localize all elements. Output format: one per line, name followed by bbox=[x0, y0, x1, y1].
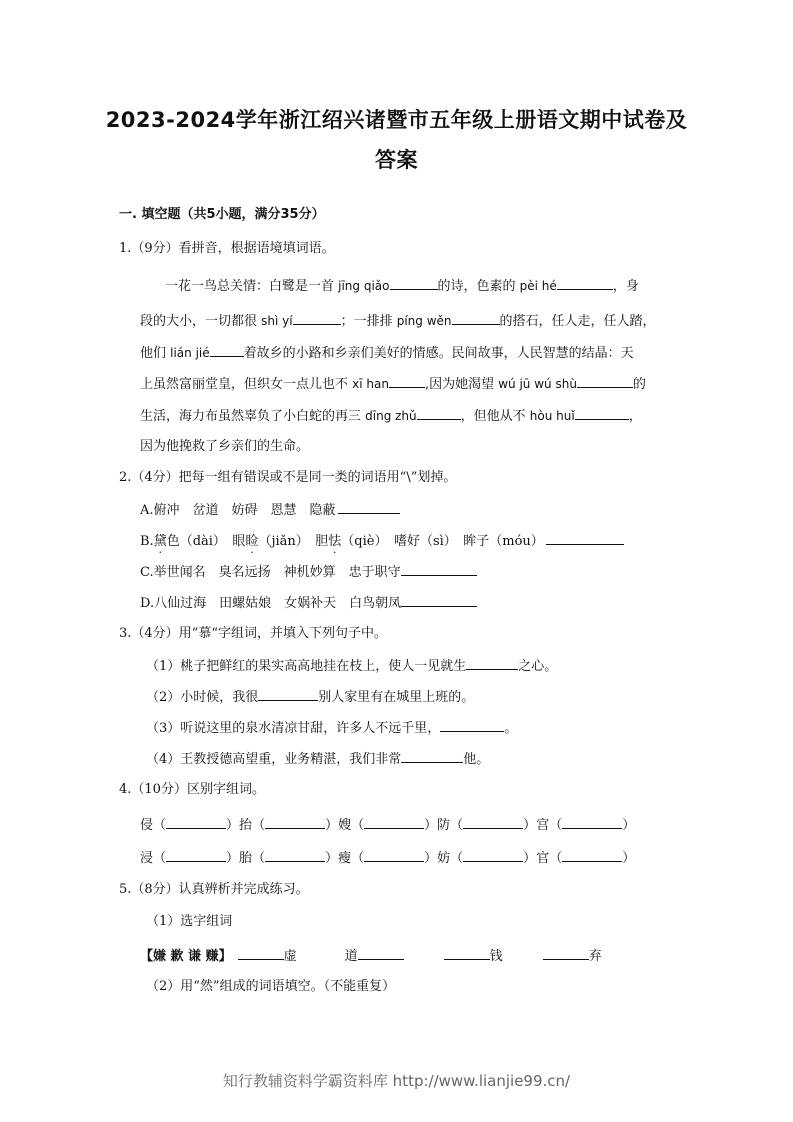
answer-blank[interactable] bbox=[577, 374, 633, 388]
q2-option-c bbox=[140, 562, 477, 582]
q4-char: 瘦 bbox=[338, 851, 352, 866]
q4-char: 侵 bbox=[140, 818, 154, 833]
option-text: C.举世闻名 臭名远扬 神机妙算 忠于职守 bbox=[140, 565, 401, 580]
paren-close: ） bbox=[226, 818, 240, 833]
answer-blank[interactable] bbox=[463, 848, 523, 862]
word-char: 道 bbox=[344, 949, 358, 964]
q1-pinyin: shì yí bbox=[261, 314, 293, 328]
paren-close: ） bbox=[523, 818, 537, 833]
word-char: 钱 bbox=[489, 949, 503, 964]
sentence-text: 他。 bbox=[463, 752, 490, 767]
paren-open: （ bbox=[450, 818, 464, 833]
q1-line6: 因为他挽救了乡亲们的生命。 bbox=[140, 439, 310, 454]
q1-text: 段的大小，一切都很 bbox=[140, 314, 262, 329]
answer-blank[interactable] bbox=[546, 531, 624, 545]
answer-blank[interactable] bbox=[210, 343, 244, 357]
q1-text: 的 bbox=[632, 377, 646, 392]
answer-blank[interactable] bbox=[440, 718, 504, 732]
answer-blank[interactable] bbox=[401, 593, 477, 607]
paren-open: （ bbox=[450, 851, 464, 866]
option-text: 色（dài） 眼 bbox=[166, 534, 246, 549]
paren-open: （ bbox=[153, 851, 167, 866]
q1-text: ， bbox=[628, 409, 642, 424]
q1-line1 bbox=[165, 276, 639, 296]
answer-blank[interactable] bbox=[166, 815, 226, 829]
q4-row-2 bbox=[140, 848, 635, 868]
paren-open: （ bbox=[153, 818, 167, 833]
choice-bracket: 【嫌 歉 谦 赚】 bbox=[140, 949, 232, 964]
sentence-text: （2）小时候，我很 bbox=[146, 690, 259, 705]
paren-close: ） bbox=[622, 851, 636, 866]
q5-stem: 5.（8分）认真辨析并完成练习。 bbox=[119, 882, 309, 897]
answer-blank[interactable] bbox=[562, 848, 622, 862]
q1-pinyin: wú jū wú shù bbox=[498, 377, 577, 391]
paren-open: （ bbox=[252, 851, 266, 866]
paren-close: ） bbox=[622, 818, 636, 833]
q1-text: ，但他从不 bbox=[460, 409, 530, 424]
answer-blank[interactable] bbox=[238, 946, 284, 960]
q5-sub-2: （2）用“然”组成的词语填空。（不能重复） bbox=[146, 979, 396, 994]
q5-choices-row bbox=[140, 946, 602, 966]
answer-blank[interactable] bbox=[401, 749, 463, 763]
q1-text: 的诗，色素的 bbox=[437, 279, 520, 294]
q1-text: 他们 bbox=[140, 346, 171, 361]
q3-sentence-1 bbox=[146, 656, 557, 676]
q1-text: ，身 bbox=[612, 279, 639, 294]
sentence-text: （3）听说这里的泉水清凉甘甜，许多人不远千里， bbox=[146, 721, 441, 736]
q1-line4 bbox=[140, 374, 646, 394]
q4-char: 宫 bbox=[536, 818, 550, 833]
sentence-text: （4）王教授德高望重，业务精湛，我们非常 bbox=[146, 752, 402, 767]
answer-blank[interactable] bbox=[293, 311, 341, 325]
q4-char: 防 bbox=[437, 818, 451, 833]
dotted-char: 睑 bbox=[245, 534, 259, 549]
option-text: B. bbox=[140, 534, 154, 549]
q4-char: 嫂 bbox=[338, 818, 352, 833]
option-text: （jiǎn） 胆 bbox=[258, 534, 329, 549]
answer-blank[interactable] bbox=[389, 374, 425, 388]
page-title-continued: 答案 bbox=[375, 148, 418, 172]
page-title: 2023-2024学年浙江绍兴诸暨市五年级上册语文期中试卷及 bbox=[105, 108, 688, 132]
q4-char: 胎 bbox=[239, 851, 253, 866]
q1-text: 上虽然富丽堂皇，但织女一点儿也不 bbox=[140, 377, 353, 392]
option-text: （qiè） 嗜好（sì） 眸子（móu） bbox=[341, 534, 544, 549]
answer-blank[interactable] bbox=[463, 815, 523, 829]
dotted-char: 黛 bbox=[153, 534, 167, 549]
q1-line5 bbox=[140, 406, 642, 426]
footer-watermark: 知行教辅资料学霸资料库 http://www.lianjie99.cn/ bbox=[222, 1072, 571, 1090]
q3-sentence-3 bbox=[146, 718, 517, 738]
answer-blank[interactable] bbox=[562, 815, 622, 829]
answer-blank[interactable] bbox=[452, 311, 500, 325]
answer-blank[interactable] bbox=[364, 815, 424, 829]
q2-stem: 2.（4分）把每一组有错误或不是同一类的词语用“\”划掉。 bbox=[119, 470, 457, 485]
answer-blank[interactable] bbox=[444, 946, 490, 960]
answer-blank[interactable] bbox=[390, 276, 438, 290]
paren-close: ） bbox=[325, 818, 339, 833]
q4-char: 抬 bbox=[239, 818, 253, 833]
answer-blank[interactable] bbox=[338, 500, 400, 514]
q1-pinyin: hòu huǐ bbox=[529, 409, 575, 423]
option-text: D.八仙过海 田螺姑娘 女娲补天 白鸟朝凤 bbox=[140, 596, 402, 611]
q4-stem: 4.（10分）区别字组词。 bbox=[119, 782, 265, 797]
answer-blank[interactable] bbox=[417, 406, 461, 420]
q4-char: 官 bbox=[536, 851, 550, 866]
q1-pinyin: lián jié bbox=[170, 346, 210, 360]
paren-open: （ bbox=[252, 818, 266, 833]
word-char: 弃 bbox=[588, 949, 602, 964]
q1-text: ；一排排 bbox=[340, 314, 397, 329]
answer-blank[interactable] bbox=[358, 946, 404, 960]
word-char: 虚 bbox=[283, 949, 297, 964]
q1-pinyin: dīng zhǔ bbox=[365, 409, 417, 423]
q1-pinyin: píng wěn bbox=[396, 314, 452, 328]
q4-row-1 bbox=[140, 815, 635, 835]
q3-sentence-4 bbox=[146, 749, 489, 769]
sentence-text: （1）桃子把鲜红的果实高高地挂在枝上，使人一见就生 bbox=[146, 659, 467, 674]
paren-close: ） bbox=[523, 851, 537, 866]
q2-option-b bbox=[140, 531, 624, 551]
answer-blank[interactable] bbox=[258, 687, 318, 701]
answer-blank[interactable] bbox=[401, 562, 477, 576]
q1-text: 一花一鸟总关情：白鹭是一首 bbox=[165, 279, 339, 294]
q3-stem: 3.（4分）用“慕“字组词，并填入下列句子中。 bbox=[119, 626, 387, 641]
sentence-text: 。 bbox=[504, 721, 518, 736]
option-text: A.俯冲 岔道 妨碍 恩慧 隐蔽 bbox=[140, 503, 336, 518]
paren-close: ） bbox=[424, 818, 438, 833]
paren-open: （ bbox=[351, 851, 365, 866]
answer-blank[interactable] bbox=[265, 815, 325, 829]
q1-text: 生活，海力布虽然辜负了小白蛇的再三 bbox=[140, 409, 366, 424]
q2-option-d bbox=[140, 593, 477, 613]
answer-blank[interactable] bbox=[543, 946, 589, 960]
q1-pinyin: jīng qiǎo bbox=[338, 279, 390, 293]
paren-close: ） bbox=[424, 851, 438, 866]
q1-line2 bbox=[140, 311, 656, 331]
section-heading: 一. 填空题（共5小题，满分35分） bbox=[119, 207, 325, 222]
sentence-text: 之心。 bbox=[518, 659, 558, 674]
paren-open: （ bbox=[549, 851, 563, 866]
q1-text: ,因为她渴望 bbox=[424, 377, 499, 392]
answer-blank[interactable] bbox=[265, 848, 325, 862]
q5-sub-1: （1）选字组词 bbox=[146, 914, 233, 929]
q2-option-a bbox=[140, 500, 400, 520]
answer-blank[interactable] bbox=[466, 656, 518, 670]
q1-pinyin: pèi hé bbox=[519, 279, 557, 293]
q3-sentence-2 bbox=[146, 687, 474, 707]
paren-close: ） bbox=[226, 851, 240, 866]
q1-stem: 1.（9分）看拼音，根据语境填词语。 bbox=[119, 241, 335, 256]
q4-char: 浸 bbox=[140, 851, 154, 866]
q1-pinyin: xī han bbox=[352, 377, 389, 391]
paren-close: ） bbox=[325, 851, 339, 866]
answer-blank[interactable] bbox=[557, 276, 613, 290]
paren-open: （ bbox=[351, 818, 365, 833]
answer-blank[interactable] bbox=[575, 406, 629, 420]
dotted-char: 怯 bbox=[328, 534, 342, 549]
answer-blank[interactable] bbox=[364, 848, 424, 862]
q1-line3 bbox=[140, 343, 634, 363]
q1-text: 的搭石，任人走，任人踏， bbox=[499, 314, 656, 329]
sentence-text: 别人家里有在城里上班的。 bbox=[318, 690, 475, 705]
paren-open: （ bbox=[549, 818, 563, 833]
q1-text: 着故乡的小路和乡亲们美好的情感。民间故事，人民智慧的结晶：天 bbox=[243, 346, 634, 361]
answer-blank[interactable] bbox=[166, 848, 226, 862]
q4-char: 妨 bbox=[437, 851, 451, 866]
